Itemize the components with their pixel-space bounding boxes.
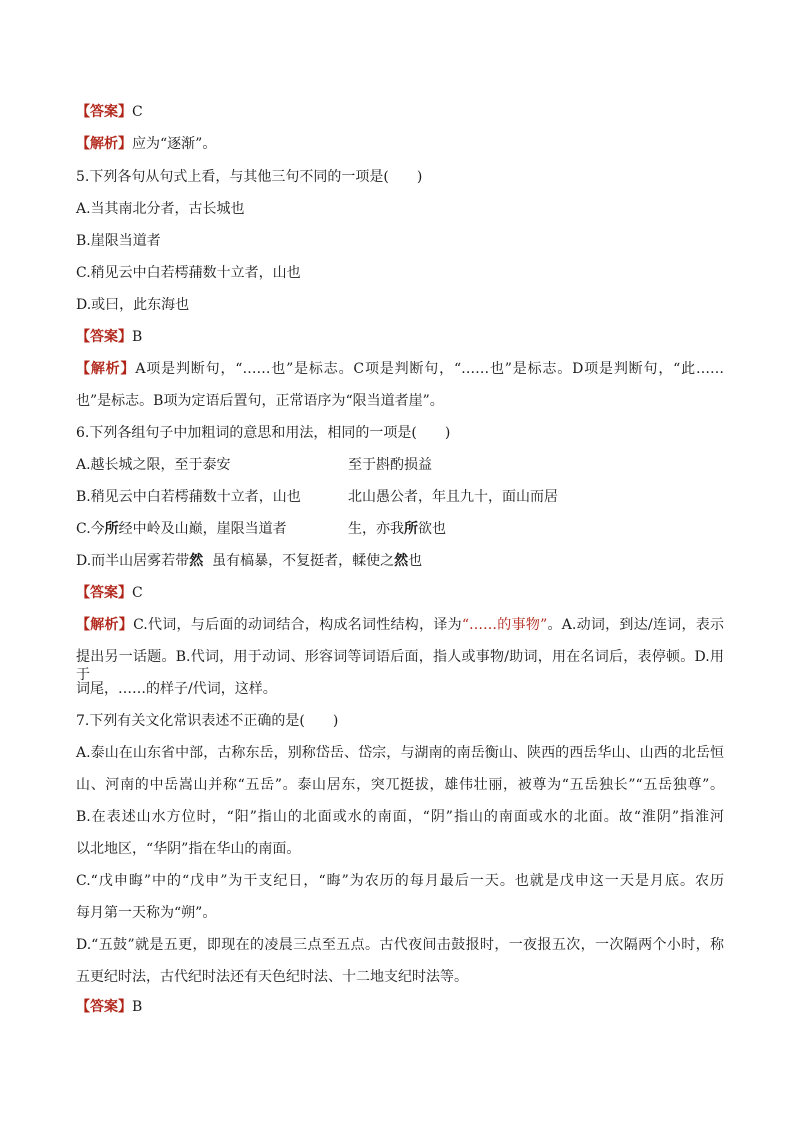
q6-option-c-left-pre: C.今 [76,521,105,537]
q7-option-c-line2: 每月第一天称为“朔”。 [76,905,217,921]
q6-option-c-right-pre: 生，亦我 [348,521,404,537]
q5-answer: B [132,329,143,345]
q6-option-c-right [348,520,446,538]
analysis-tag: 【解析】 [76,617,134,633]
q5-answer-line [76,328,142,346]
q6-analysis-post: 。A.动词，到达/连词，表示 [547,617,725,633]
q6-analysis-line2: 提出另一话题。B.代词，用于动词、形容词等词语后面，指人或事物/助词，用在名词后，表停顿。D.用于 [76,649,724,683]
q6-question: 6.下列各组句子中加粗词的意思和用法，相同的一项是( ) [76,425,451,441]
answer-tag: 【答案】 [76,585,132,601]
q6-option-c-left-bold: 所 [104,521,119,537]
q6-option-c-right-bold: 所 [404,521,418,537]
answer-tag: 【答案】 [76,329,132,345]
q6-analysis-line3: 词尾，……的样子/代词，这样。 [76,681,277,697]
q7-option-a-line1: A.泰山在山东省中部，古称东岳，别称岱岳、岱宗，与湖南的南岳衡山、陕西的西岳华山、山西的北岳恒 [76,745,724,761]
q6-option-a-right: 至于斟酌损益 [348,457,432,473]
q5-question: 5.下列各句从句式上看，与其他三句不同的一项是( ) [76,169,423,185]
q7-option-a-line2: 山、河南的中岳嵩山并称“五岳”。泰山居东，突兀挺拔，雄伟壮丽，被尊为“五岳独长”“五岳独尊”。 [76,777,724,793]
q7-option-d-line2: 五更纪时法，古代纪时法还有天色纪时法、十二地支纪时法等。 [76,969,468,985]
q7-question: 7.下列有关文化常识表述不正确的是( ) [76,713,339,729]
q5-option-c: C.稍见云中白若樗蒱数十立者，山也 [76,265,301,281]
q6-option-a-left: A.越长城之限，至于泰安 [76,457,231,473]
q6-option-d [76,552,422,570]
q7-answer-line [76,998,142,1016]
q4-answer-line [76,103,143,121]
answer-tag: 【答案】 [76,999,132,1015]
answer-tag: 【答案】 [76,104,132,120]
q6-answer: C [132,585,143,601]
q5-analysis-text1: A项是判断句，“……也”是标志。C项是判断句，“……也”是标志。D项是判断句，“此…… [135,361,724,377]
q7-option-b-line1: B.在表述山水方位时，“阳”指山的北面或水的南面，“阴”指山的南面或水的北面。故“淮阴”指淮河 [76,809,724,825]
q6-option-c-left-post: 经中岭及山巅，崖限当道者 [118,521,287,537]
q7-option-b-line2: 以北地区，“华阴”指在华山的南面。 [76,841,301,857]
q7-option-c-line1: C.“戊申晦”中的“戊申”为干支纪日，“晦”为农历的每月最后一天。也就是戊申这一天是月底。农历 [76,873,724,889]
q6-option-d-mid-bold: 然 [394,553,409,569]
q7-answer: B [132,999,143,1015]
q6-option-b [76,488,724,506]
q6-analysis-line1 [76,616,724,634]
q4-analysis-line [76,135,216,153]
q5-analysis-line1 [76,360,724,378]
q7-option-d-line1: D.“五鼓”就是五更，即现在的凌晨三点至五点。古代夜间击鼓报时，一夜报五次，一次隔两个小时，称 [76,937,724,953]
q4-answer: C [132,104,143,120]
q6-option-d-mid-post: 也 [408,553,423,569]
q5-option-d: D.或曰，此东海也 [76,297,190,313]
q6-analysis-highlight: “……的事物” [461,617,548,633]
q4-analysis: 应为“逐渐”。 [132,136,217,152]
q6-option-c [76,520,724,538]
analysis-tag: 【解析】 [76,361,136,377]
q6-option-c-right-post: 欲也 [418,521,446,537]
q6-option-b-left: B.稍见云中白若樗蒱数十立者，山也 [76,489,301,505]
q5-option-b: B.崖限当道者 [76,233,161,249]
q6-analysis-pre: C.代词，与后面的动词结合，构成名词性结构，译为 [133,617,462,633]
q6-option-b-right: 北山愚公者，年且九十，面山而居 [348,489,558,505]
q6-answer-line [76,584,143,602]
q6-option-d-left-pre: D.而半山居雾若带 [76,553,190,569]
analysis-tag: 【解析】 [76,136,132,152]
q6-option-d-left-bold: 然 [189,553,204,569]
q5-option-a: A.当其南北分者，古长城也 [76,201,245,217]
q6-option-d-mid: 虽有槁暴，不复挺者，輮使之 [212,553,395,569]
q6-option-a [76,456,724,474]
q5-analysis-line2: 也”是标志。B项为定语后置句，正常语序为“限当道者崖”。 [76,393,444,409]
